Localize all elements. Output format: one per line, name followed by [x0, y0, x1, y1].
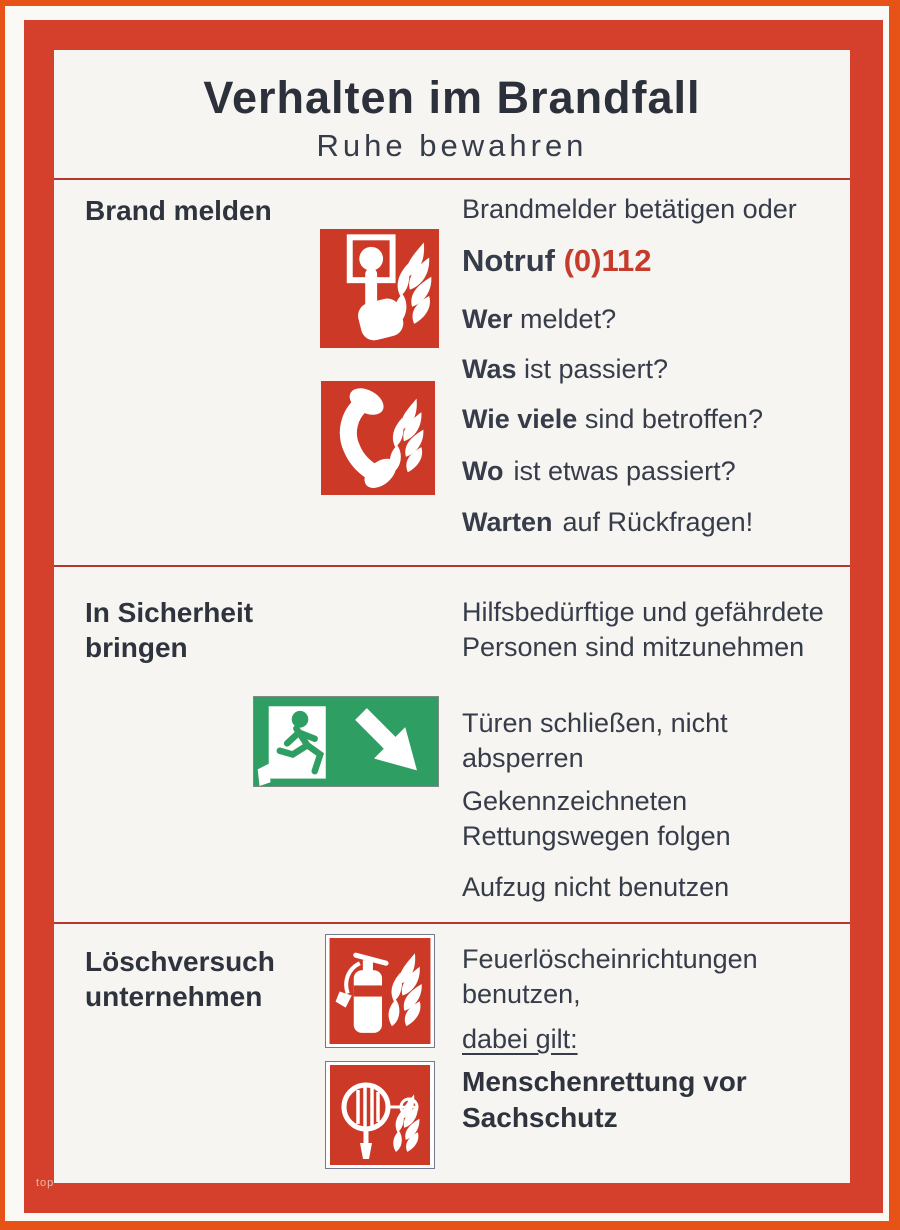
line-bold: Notruf: [462, 243, 564, 278]
section-divider: [54, 565, 850, 567]
instruction-paragraph: Aufzug nicht benutzen: [462, 872, 730, 902]
instruction-line: [462, 304, 616, 335]
instruction-paragraph: Türen schließen, nicht absperren: [462, 708, 728, 773]
poster-body: [54, 50, 850, 1183]
instruction-paragraph: Hilfsbedürftige und gefährdete Personen sind mitzunehmen: [462, 597, 824, 662]
poster-subtitle: Ruhe bewahren: [316, 128, 588, 163]
section-label-brand-melden: Brand melden: [85, 195, 272, 226]
line-text: sind betroffen?: [584, 404, 763, 434]
line-text: meldet?: [520, 304, 617, 334]
section-label-in-sicherheit-bringen: In Sicherheit bringen: [85, 597, 254, 663]
emergency-number: (0)112: [563, 243, 652, 278]
poster-title: Verhalten im Brandfall: [203, 72, 701, 123]
line-text: auf Rückfragen!: [562, 507, 754, 537]
line-text: Brandmelder betätigen oder: [462, 194, 797, 224]
line-bold: Warten: [462, 507, 553, 537]
line-bold: Was: [462, 354, 525, 384]
fire-alarm-call-point-icon: [320, 229, 439, 348]
instruction-underlined: dabei gilt:: [462, 1024, 578, 1054]
line-bold: Wo: [462, 456, 504, 486]
instruction-line: [462, 194, 797, 225]
fire-extinguisher-icon: [325, 934, 435, 1048]
instruction-line: [462, 354, 668, 385]
line-bold: Wer: [462, 304, 521, 334]
section-divider: [54, 922, 850, 924]
emergency-exit-icon: [253, 696, 439, 787]
line-bold: Wie viele: [462, 404, 585, 434]
instruction-line: [462, 507, 753, 538]
instruction-line: [462, 404, 763, 435]
instruction-line: [462, 456, 736, 487]
watermark: top: [36, 1177, 55, 1189]
instruction-emphasis: Menschenrettung vor Sachschutz: [462, 1066, 747, 1133]
scan-edge-left: [0, 0, 5, 1230]
instruction-paragraph: Feuerlöscheinrichtungen benutzen,: [462, 944, 758, 1009]
fire-hose-reel-icon: [325, 1061, 435, 1169]
line-text: ist etwas passiert?: [513, 456, 736, 486]
scan-edge-bottom: [0, 1221, 900, 1230]
fire-emergency-phone-icon: [321, 381, 435, 495]
line-text: ist passiert?: [524, 354, 669, 384]
poster-frame: [24, 20, 883, 1213]
scan-edge-right: [889, 0, 900, 1230]
section-divider: [54, 178, 850, 180]
scan-edge-top: [0, 0, 900, 6]
section-label-loeschversuch: Löschversuch unternehmen: [85, 946, 275, 1012]
instruction-paragraph: Gekennzeichneten Rettungswegen folgen: [462, 786, 731, 851]
emergency-number-line: [462, 243, 652, 279]
